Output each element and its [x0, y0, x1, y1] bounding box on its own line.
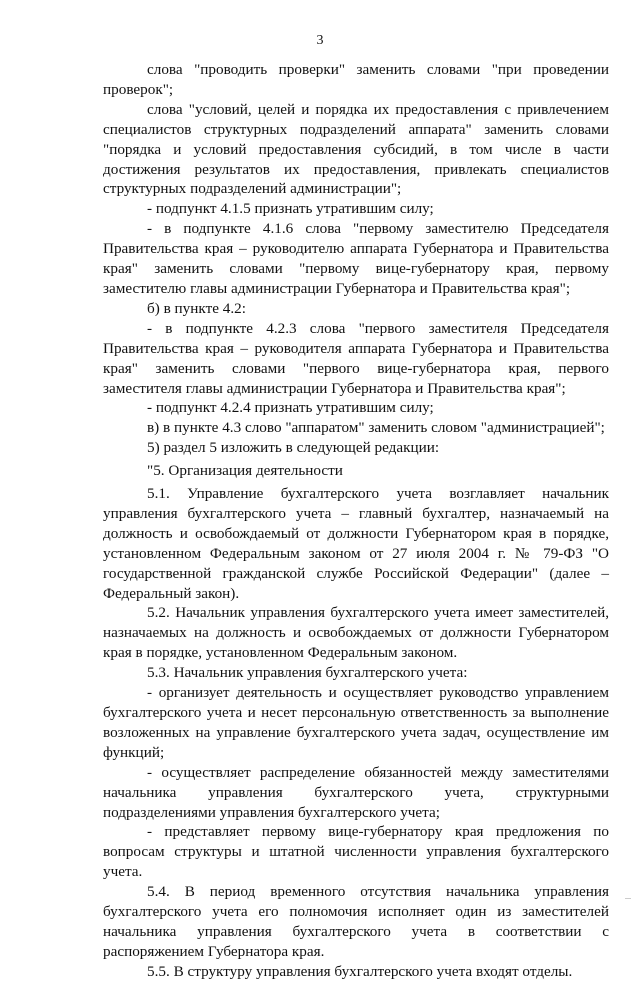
paragraph: - организует деятельность и осуществляет руководство управлением бухгалтерского учета и несет персональную ответственность за выполнение возложенных на управление бухгалтерского учета задач, осуществление им функций; [103, 684, 609, 761]
paragraph: 5) раздел 5 изложить в следующей редакции: [147, 439, 440, 457]
paragraph: - в подпункте 4.1.6 слова "первому заместителю Председателя Правительства края – руководителю аппарата Губернатора и Правительства края" заменить словами "первому вице-губернатору края, первому заместителю главы администрации Губернатора и Правительства края"; [103, 220, 609, 297]
paragraph: 5.1. Управление бухгалтерского учета возглавляет начальник управления бухгалтерского учета – главный бухгалтер, назначаемый на должность и освобождаемый от должности Губернатором края в порядке, установленном Федеральным законом от 27 июля 2004 г. № 79-ФЗ "О государственной гражданской службе Российской Федерации" (далее – Федеральный закон). [103, 485, 609, 602]
paragraph: - подпункт 4.1.5 признать утратившим силу; [147, 200, 434, 218]
paragraph: слова "проводить проверки" заменить словами "при проведении проверок"; [103, 61, 609, 98]
paragraph: в) в пункте 4.3 слово "аппаратом" заменить словом "администрацией"; [147, 419, 605, 437]
document-body [103, 60, 609, 982]
paragraph: б) в пункте 4.2: [147, 299, 246, 317]
paragraph: - представляет первому вице-губернатору края предложения по вопросам структуры и штатной численности управления бухгалтерского учета. [103, 823, 609, 881]
paragraph: - в подпункте 4.2.3 слова "первого заместителя Председателя Правительства края – руководителя аппарата Губернатора и Правительства края" заменить словами "первого вице-губернатора края, первого заместителя главы администрации Губернатора и Правительства края"; [103, 319, 609, 397]
section-heading: "5. Организация деятельности [147, 462, 343, 480]
page-number: 3 [316, 33, 324, 48]
scan-mark [625, 898, 631, 905]
paragraph: - подпункт 4.2.4 признать утратившим силу; [147, 399, 434, 417]
paragraph: - осуществляет распределение обязанностей между заместителями начальника управления бухгалтерского учета, структурными подразделениями управления бухгалтерского учета; [103, 763, 609, 821]
paragraph: 5.4. В период временного отсутствия начальника управления бухгалтерского учета его полномочия исполняет один из заместителей начальника управления бухгалтерского учета в соответствии с распоряжением Губернатора края. [103, 883, 609, 960]
paragraph: 5.5. В структуру управления бухгалтерского учета входят отделы. [147, 962, 573, 980]
paragraph: 5.2. Начальник управления бухгалтерского учета имеет заместителей, назначаемых на должность и освобождаемых от должности Губернатором края в порядке, установленном Федеральным законом. [103, 604, 609, 662]
paragraph: 5.3. Начальник управления бухгалтерского учета: [147, 664, 468, 682]
paragraph: слова "условий, целей и порядка их предоставления с привлечением специалистов структурных подразделений аппарата" заменить словами "порядка и условий предоставления субсидий, в том числе в части достижения результатов их предоставления, привлекать специалистов структурных подразделений администрации"; [103, 100, 609, 198]
